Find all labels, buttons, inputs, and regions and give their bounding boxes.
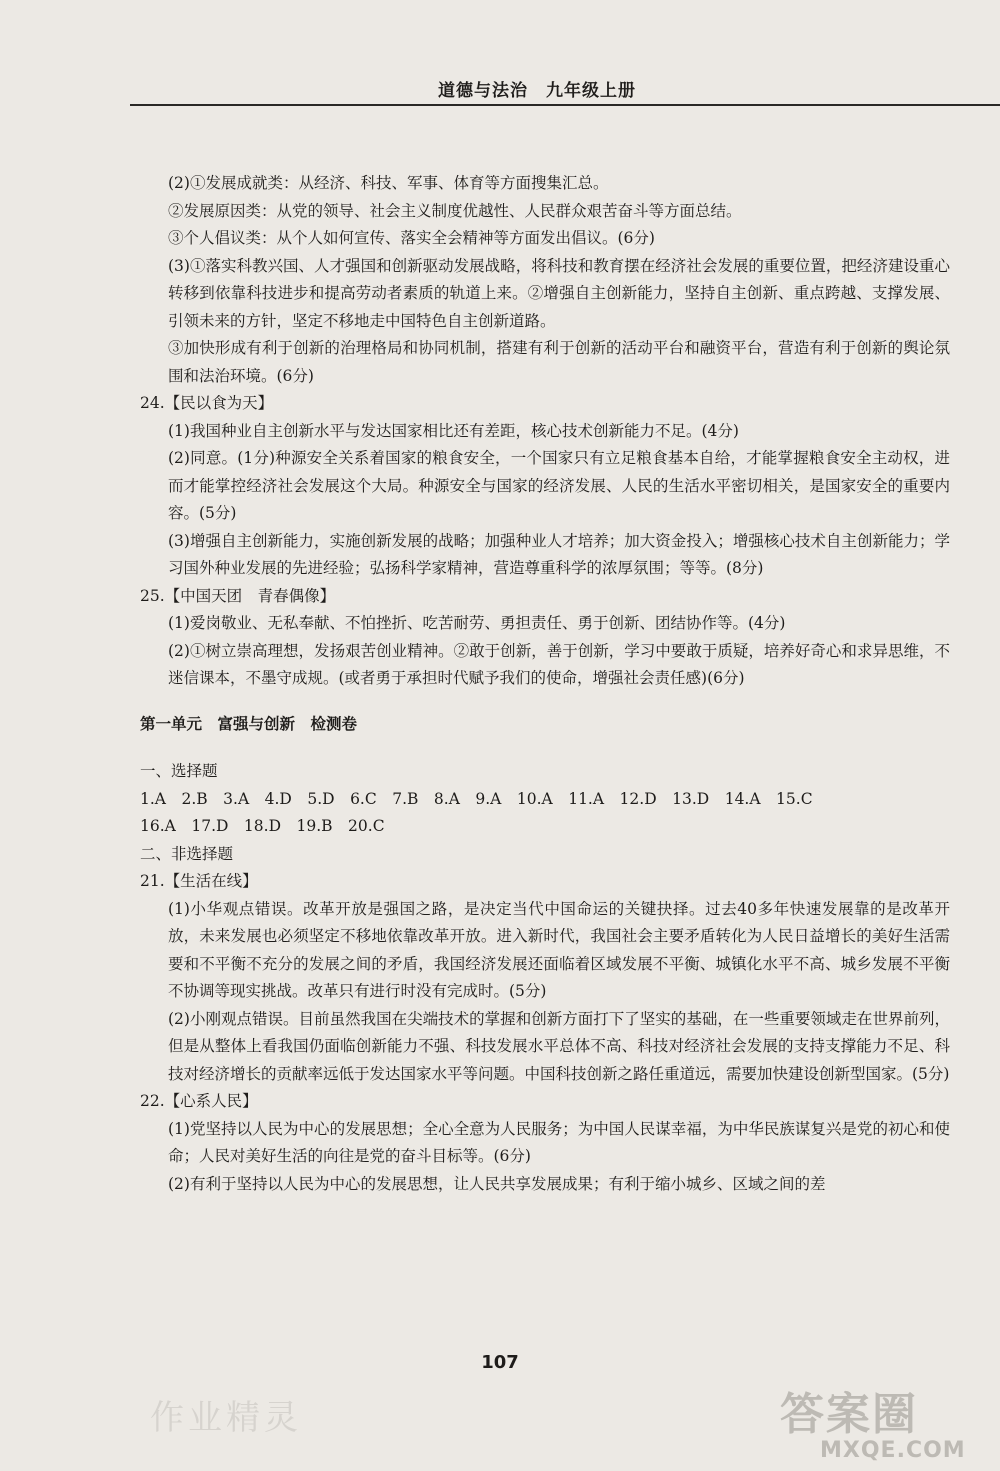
answer-line: (1)我国种业自主创新水平与发达国家相比还有差距，核心技术创新能力不足。(4分) [168, 421, 739, 440]
part-title-choice: 一、选择题 [140, 762, 218, 780]
answer-line: (1)爱岗敬业、无私奉献、不怕挫折、吃苦耐劳、勇担责任、勇于创新、团结协作等。(4分) [168, 614, 786, 632]
answer-line: (2)有利于坚持以人民为中心的发展思想，让人民共享发展成果；有利于缩小城乡、区域之间的差 [168, 1174, 826, 1193]
answer-line: (2)同意。(1分)种源安全关系着国家的粮食安全，一个国家只有立足粮食基本自给，才能掌握粮食安全主动权，进而才能掌控经济社会发展这个大局。种源安全与国家的经济发展、人民的生活水平密切相关，是国家安全的重要内容。(5分) [168, 449, 950, 522]
answer-line: (2)①树立崇高理想，发扬艰苦创业精神。②敢于创新，善于创新，学习中要敢于质疑，培养好奇心和求异思维，不迷信课本，不墨守成规。(或者勇于承担时代赋予我们的使命，增强社会责任感)(6分) [168, 641, 950, 687]
answer-line: (3)①落实科教兴国、人才强国和创新驱动发展战略，将科技和教育摆在经济社会发展的重要位置，把经济建设重心转移到依靠科技进步和提高劳动者素质的轨道上来。②增强自主创新能力，坚持自主创新、重点跨越、支撑发展、引领未来的方针，坚定不移地走中国特色自主创新道路。 [168, 256, 950, 330]
watermark-logo [780, 1378, 980, 1463]
watermark-logo-sub: MXQE.COM [820, 1438, 966, 1463]
section-title: 第一单元 富强与创新 检测卷 [140, 714, 358, 733]
question-title-22: 22.【心系人民】 [140, 1092, 258, 1110]
question-title-21: 21.【生活在线】 [140, 872, 258, 890]
answer-line: (3)增强自主创新能力，实施创新发展的战略；加强种业人才培养；加大资金投入；增强核心技术自主创新能力；学习国外种业发展的先进经验；弘扬科学家精神，营造尊重科学的浓厚氛围；等等。(8分) [168, 531, 950, 577]
answer-line: (1)党坚持以人民为中心的发展思想；全心全意为人民服务；为中国人民谋幸福，为中华民族谋复兴是党的初心和使命；人民对美好生活的向往是党的奋斗目标等。(6分) [168, 1119, 950, 1165]
choice-answers-line-1: 1.A 2.B 3.A 4.D 5.D 6.C 7.B 8.A 9.A 10.A 11.A 12.D 13.D 14.A 15.C [140, 789, 813, 808]
watermark-logo-main: 答案圈 [780, 1389, 918, 1440]
answer-line: (2)小刚观点错误。目前虽然我国在尖端技术的掌握和创新方面打下了坚实的基础，在一些重要领域走在世界前列，但是从整体上看我国仍面临创新能力不强、科技发展水平总体不高、科技对经济社会发展的支持支撑能力不足、科技对经济增长的贡献率远低于发达国家水平等问题。中国科技创新之路任重道远，需要加快建设创新型国家。(5分) [168, 1009, 950, 1083]
answer-line: (2)①发展成就类：从经济、科技、军事、体育等方面搜集汇总。 [168, 174, 609, 192]
page-number: 107 [481, 1352, 519, 1373]
answer-line: ③个人倡议类：从个人如何宣传、落实全会精神等方面发出倡议。(6分) [168, 229, 655, 247]
header-title: 道德与法治 九年级上册 [438, 81, 636, 101]
part-title-nonchoice: 二、非选择题 [140, 844, 234, 863]
answer-line: ③加快形成有利于创新的治理格局和协同机制，搭建有利于创新的活动平台和融资平台，营造有利于创新的舆论氛围和法治环境。(6分) [168, 339, 950, 385]
answer-line: (1)小华观点错误。改革开放是强国之路，是决定当代中国命运的关键抉择。过去40多年快速发展靠的是改革开放，未来发展也必须坚定不移地依靠改革开放。进入新时代，我国社会主要矛盾转化为人民日益增长的美好生活需要和不平衡不充分的发展之间的矛盾，我国经济发展还面临着区域发展不平衡、城镇化水平不高、城乡发展不平衡不协调等现实挑战。改革只有进行时没有完成时。(5分) [168, 899, 950, 1000]
question-title-24: 24.【民以食为天】 [140, 394, 274, 412]
watermark-left: 作业精灵 [150, 1398, 302, 1438]
choice-answers-line-2: 16.A 17.D 18.D 19.B 20.C [140, 817, 385, 835]
answer-line: ②发展原因类：从党的领导、社会主义制度优越性、人民群众艰苦奋斗等方面总结。 [168, 201, 742, 220]
page-content [140, 170, 950, 1198]
question-title-25: 25.【中国天团 青春偶像】 [140, 586, 336, 605]
page-header [130, 72, 1000, 106]
